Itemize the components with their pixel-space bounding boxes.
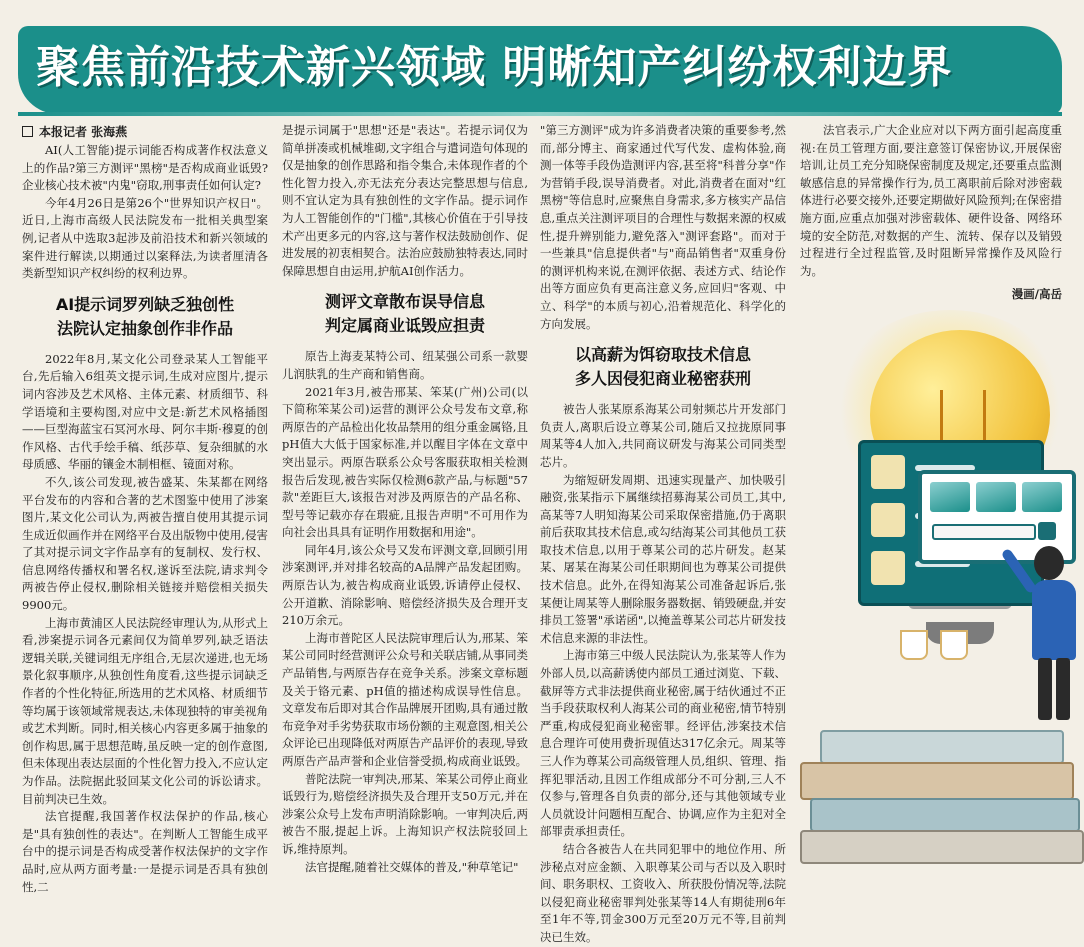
- banner-divider: [18, 112, 1062, 116]
- body-paragraph: 法官提醒,随着社交媒体的普及,"种草笔记": [305, 859, 519, 874]
- body-paragraph: 为缩短研发周期、迅速实现量产、加快吸引融资,张某指示下属继续招募海某公司员工,其中,高某等7人明知海某公司采取保密措施,仍于离职前后获取其技术信息,或勾结海某公司其他员工获取技术信息,以用于尊某公司的芯片研发。赵某某、屠某在海某公司任职期间也为尊某公司提供技术信息。此外,在得知海某公司准备起诉后,张某便让周某等人删除服务器数据、销毁硬盘,并安排员工签署"承诺函",以掩盖尊某公司芯片研发技术信息来源的非法性。: [540, 472, 786, 645]
- article-column-3: [540, 122, 786, 944]
- body-paragraph: 上海市第三中级人民法院认为,张某等人作为外部人员,以高薪诱使内部员工通过浏览、下载、截屏等方式非法提供商业秘密,属于结伙通过不正当手段获取权利人海某公司的商业秘密,情节特别严重,构成侵犯商业秘密罪。经评估,涉案技术信息合理许可使用费折现值达317亿余元。周某等三人作为尊某公司高级管理人员,组织、管理、指挥犯罪活动,且因工作组成部分不可分割,三人不仅参与,管理各自负责的部分,还与其他领域专业人员就设计问题相互配合、协调,应作为主犯对全部罪责承担责任。: [540, 648, 786, 839]
- byline: [22, 122, 268, 142]
- body-paragraph: "第三方测评"成为许多消费者决策的重要参考,然而,部分博主、商家通过代写代发、虚构体验,商测一体等手段伪造测评内容,甚至将"科普分享"作为营销手段,误导消费者。对此,消费者在面对"红黑榜"等信息时,应聚焦自身需求,多方核实产品信息,重点关注测评项目的合理性与数据来源的权威性,提升辨别能力,避免落入"测评套路"。而对于一些兼具"信息提供者"与"商品销售者"双重身份的测评机构来说,在测评依据、表述方式、结论作出等方面应负有更高注意义务,应回归"客观、中立、科学"的本质与初心,沿着规范化、科学化的方向发展。: [540, 123, 786, 331]
- landscape-thumbnail-icon: [930, 482, 970, 512]
- body-paragraph: 法官表示,广大企业应对以下两方面引起高度重视:在员工管理方面,要注意签订保密协议,开展保密培训,让员工充分知晓保密制度及规定,还要重点监测敏感信息的异常操作行为,员工离职前后除对涉密载体进行必要交接外,还要定期做好风险预判;在保密措施方面,应重点加强对涉密载体、硬件设备、网络环境的安全防范,对数据的产生、流转、保存以及销毁过程进行全过程监管,及时阻断异常操作及风险行为。: [800, 123, 1062, 278]
- book-stack-item: [800, 762, 1074, 800]
- page-title: 聚焦前沿技术新兴领域 明晰知产纠纷权利边界: [36, 42, 953, 93]
- section-heading-trade-secrets: 以高薪为饵窃取技术信息 多人因侵犯商业秘密获刑: [574, 345, 751, 389]
- reporter-name: 本报记者 张海燕: [39, 125, 128, 139]
- body-paragraph: 原告上海麦某特公司、纽某强公司系一款婴儿润肤乳的生产商和销售商。: [282, 349, 528, 381]
- body-paragraph: 被告人张某原系海某公司射频芯片开发部门负责人,离职后设立尊某公司,随后又拉拢原同事周某等4人加入,共同商议研发与海某公司同类型芯片。: [540, 402, 786, 469]
- body-paragraph: 普陀法院一审判决,邢某、笨某公司停止商业诋毁行为,赔偿经济损失及合理开支50万元,并在涉案公众号上发布声明消除影响。一审判决后,两被告不服,提起上诉。上海知识产权法院驳回上诉,维持原判。: [282, 771, 528, 856]
- landscape-thumbnail-icon: [1022, 482, 1062, 512]
- search-button-icon: [1038, 522, 1056, 540]
- document-thumbnail: [871, 503, 905, 537]
- article-column-2: [282, 122, 528, 874]
- person-leg: [1038, 658, 1052, 720]
- person-figure: [1032, 580, 1076, 660]
- document-thumbnail: [871, 455, 905, 489]
- body-paragraph: 2022年8月,某文化公司登录某人工智能平台,先后输入6组英文提示词,生成对应图片,提示词内容涉及艺术风格、主体元素、材质细节、科学语境和主要构图,对应中文是:新艺术风格插图——巨型海蓝宝石冥河水母、阿尔丰斯·穆夏的创作风格、古代手绘手稿、纸莎草、复杂细腻的水母质感、华丽的镶金木制相框、镜面对称。: [22, 351, 268, 472]
- person-leg: [1056, 658, 1070, 720]
- illustration-lightbulb: [800, 300, 1080, 860]
- body-paragraph: 不久,该公司发现,被告盛某、朱某都在网络平台发布的内容和合著的艺术图鉴中使用了涉案图片,某文化公司认为,两被告擅自使用其提示词生成近似画作并在网络平台及出版物中使用,侵害了其对提示词文字作品享有的复制权、发行权、信息网络传播权和署名权,遂诉至法院,请求判令两被告停止侵权,删除相关链接并赔偿相关损失9900元。: [22, 474, 268, 613]
- body-paragraph: 法官提醒,我国著作权法保护的作品,核心是"具有独创性的表达"。在判断人工智能生成平台中的提示词是否构成受著作权法保护的文字作品时,应从两方面考量:一是提示词是否具有独创性,二: [22, 809, 268, 894]
- search-bar-icon: [932, 524, 1036, 540]
- section-heading-review-articles: 测评文章散布误导信息 判定属商业诋毁应担责: [324, 292, 485, 336]
- book-stack-item: [820, 730, 1064, 764]
- cup-icon: [940, 630, 968, 660]
- book-stack-item: [800, 830, 1084, 864]
- body-paragraph: 是提示词属于"思想"还是"表达"。若提示词仅为简单拼凑或机械堆砌,文字组合与遣词造句体现的仅是抽象的创作思路和指令集合,未体现作者的个性化智力投入,亦无法充分表达完整思想与信息,则不宜认定为具有独创性的文字作品。提示词作为人工智能创作的"门槛",其核心价值在于引导技术产出更多元的内容,这与著作权法鼓励创作、促进发展的初衷相契合。法治应鼓励独特表达,同时保障思想自由运用,护航AI创作活力。: [282, 123, 528, 278]
- landscape-thumbnail-icon: [976, 482, 1016, 512]
- body-paragraph: 同年4月,该公众号又发布评测文章,回顾引用涉案测评,并对排名较高的A品牌产品发起团购。两原告认为,被告构成商业诋毁,诉请停止侵权、公开道歉、消除影响、赔偿经济损失及合理开支210万余元。: [282, 542, 528, 628]
- article-column-1: [22, 122, 268, 894]
- article-column-4: [800, 122, 1062, 322]
- cup-icon: [900, 630, 928, 660]
- book-stack-item: [810, 798, 1080, 832]
- intro-paragraph: 今年4月26日是第26个"世界知识产权日"。近日,上海市高级人民法院发布一批相关典型案例,记者从中选取3起涉及前沿技术和新兴领域的案件进行解读,以期通过以案释法,为读者厘清各类新型知识产权纠纷的权利边界。: [22, 195, 268, 281]
- intro-paragraph: AI(人工智能)提示词能否构成著作权法意义上的作品?第三方测评"黑榜"是否构成商业诋毁?企业核心技术被"内鬼"窃取,刑事责任如何认定?: [22, 143, 268, 193]
- section-heading-ai-prompts: AI提示词罗列缺乏独创性 法院认定抽象创作非作品: [55, 294, 235, 338]
- illustration-credit: 漫画/高岳: [1011, 287, 1062, 302]
- body-paragraph: 上海市普陀区人民法院审理后认为,邢某、笨某公司同时经营测评公众号和关联店铺,从事同类产品销售,与两原告存在竞争关系。涉案文章标题及关于铬元素、pH值的描述构成误导性信息。文章发布后即对其合作品牌展开团购,具有通过散布竞争对手劣势获取市场份额的主观意图,相关公众评论已出现降低对两原告产品评价的表现,导致两原告产品声誉和企业信誉受损,构成商业诋毁。: [282, 630, 528, 768]
- square-bullet-icon: [22, 126, 33, 137]
- body-paragraph: 2021年3月,被告邢某、笨某(广州)公司(以下简称笨某公司)运营的测评公众号发布文章,称两原告的产品检出化妆品禁用的组分重金属铬,且pH值大大低于国家标准,并以醒目字体在文章中突出显示。两原告联系公众号客服获取相关检测报告后发现,被告实际仅检测6款产品,与标题"57款"差距巨大,该报告对涉及两原告的产品名称、型号等记载亦存在瑕疵,且报告声明"不可用作为向社会出具具有证明作用数据和用途"。: [282, 384, 528, 540]
- body-paragraph: 结合各被告人在共同犯罪中的地位作用、所涉秘点对应金额、入职尊某公司与否以及入职时间、职务职权、工资收入、所获股份情况等,法院以侵犯商业秘密罪判处张某等14人有期徒刑6年至1年不等,罚金300万元至20万元不等,目前判决已生效。: [540, 841, 786, 944]
- document-thumbnail: [871, 551, 905, 585]
- person-head: [1034, 546, 1064, 580]
- body-paragraph: 上海市黄浦区人民法院经审理认为,从形式上看,涉案提示词各元素间仅为简单罗列,缺乏语法逻辑关联,关键词组无序组合,无层次递进,也无场景化叙事顺序,从独创性角度看,这些提示词缺乏作者的个性化特征,所选用的艺术风格、材质细节等均属于该领域常规表达,未体现独特的审美视角或艺术判断。同时,相关核心内容更多属于抽象的创作构思,属于思想范畴,虽反映一定的创作意图,但未体现出表达层面的个性化智力投入,不应认定为作品。法院据此驳回某文化公司的诉讼请求。目前判决已生效。: [22, 615, 268, 806]
